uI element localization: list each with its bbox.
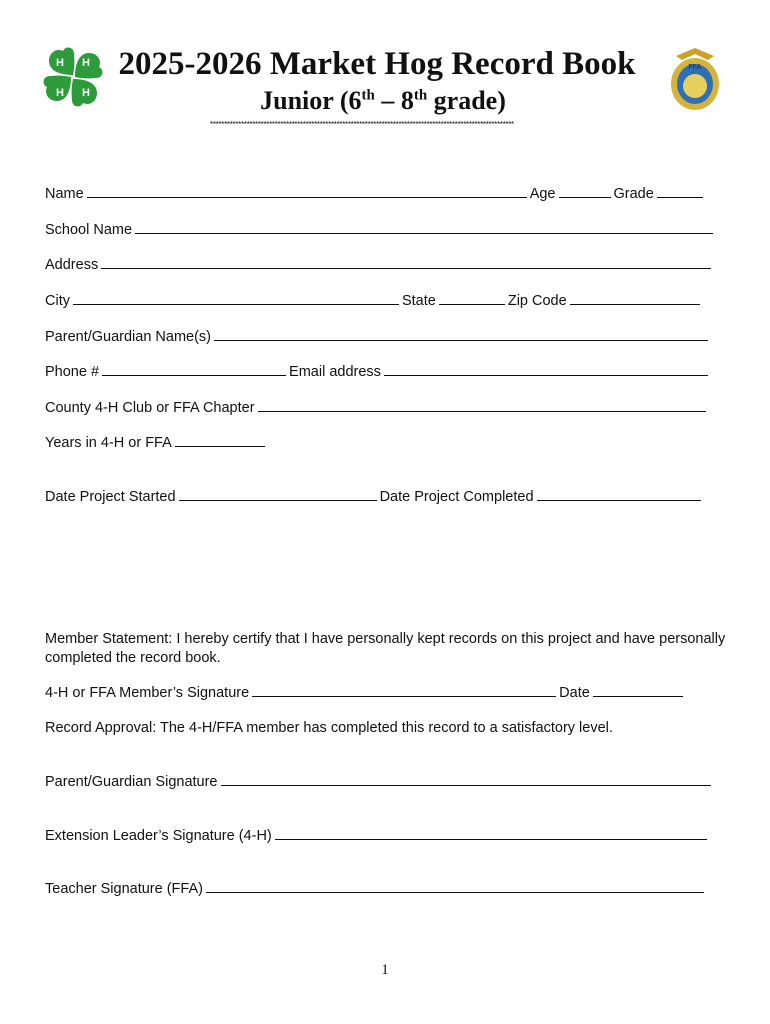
age-field[interactable] <box>559 184 611 198</box>
teacher-signature-field[interactable] <box>206 879 704 893</box>
page-subtitle: Junior (6th – 8th grade) <box>260 86 506 115</box>
member-signature-field[interactable] <box>252 683 556 697</box>
parent-signature-field[interactable] <box>221 772 711 786</box>
svg-text:H: H <box>56 87 64 99</box>
parent-name-field[interactable] <box>214 327 708 341</box>
page-number: 1 <box>381 962 389 978</box>
ffa-logo-text: FFA <box>688 64 702 71</box>
member-statement: Member Statement: I hereby certify that I have personally kept records on this project and have personally completed the record book. <box>45 631 726 666</box>
extension-signature-field[interactable] <box>275 826 707 840</box>
parent-row: Parent/Guardian Name(s) <box>45 327 711 345</box>
club-field[interactable] <box>258 398 706 412</box>
city-field[interactable] <box>73 291 399 305</box>
page-title: 2025-2026 Market Hog Record Book <box>118 46 636 82</box>
grade-field[interactable] <box>657 184 703 198</box>
date-completed-field[interactable] <box>537 487 701 501</box>
name-row: Name Age Grade <box>45 184 706 202</box>
dates-row: Date Project Started Date Project Completed <box>45 487 704 505</box>
phone-row: Phone # Email address <box>45 362 711 380</box>
address-row: Address <box>45 255 714 273</box>
date-started-field[interactable] <box>179 487 377 501</box>
extension-signature-row: Extension Leader’s Signature (4-H) <box>45 826 710 844</box>
school-row: School Name <box>45 220 716 238</box>
state-field[interactable] <box>439 291 505 305</box>
club-row: County 4-H Club or FFA Chapter <box>45 398 709 416</box>
address-field[interactable] <box>101 255 711 269</box>
school-field[interactable] <box>135 220 713 234</box>
member-signature-row: 4-H or FFA Member’s Signature Date <box>45 683 686 701</box>
city-row: City State Zip Code <box>45 291 703 309</box>
svg-text:H: H <box>82 57 90 69</box>
name-field[interactable] <box>87 184 527 198</box>
years-row: Years in 4-H or FFA <box>45 433 268 451</box>
zip-field[interactable] <box>570 291 700 305</box>
years-field[interactable] <box>175 433 265 447</box>
record-approval: Record Approval: The 4-H/FFA member has completed this record to a satisfactory level. <box>45 720 613 736</box>
svg-text:H: H <box>82 87 90 99</box>
email-field[interactable] <box>384 362 708 376</box>
svg-text:H: H <box>56 57 64 69</box>
signature-date-field[interactable] <box>593 683 683 697</box>
parent-signature-row: Parent/Guardian Signature <box>45 772 714 790</box>
phone-field[interactable] <box>102 362 286 376</box>
asterisk-divider: ************************************************************************************************************ <box>210 120 514 129</box>
teacher-signature-row: Teacher Signature (FFA) <box>45 879 707 897</box>
